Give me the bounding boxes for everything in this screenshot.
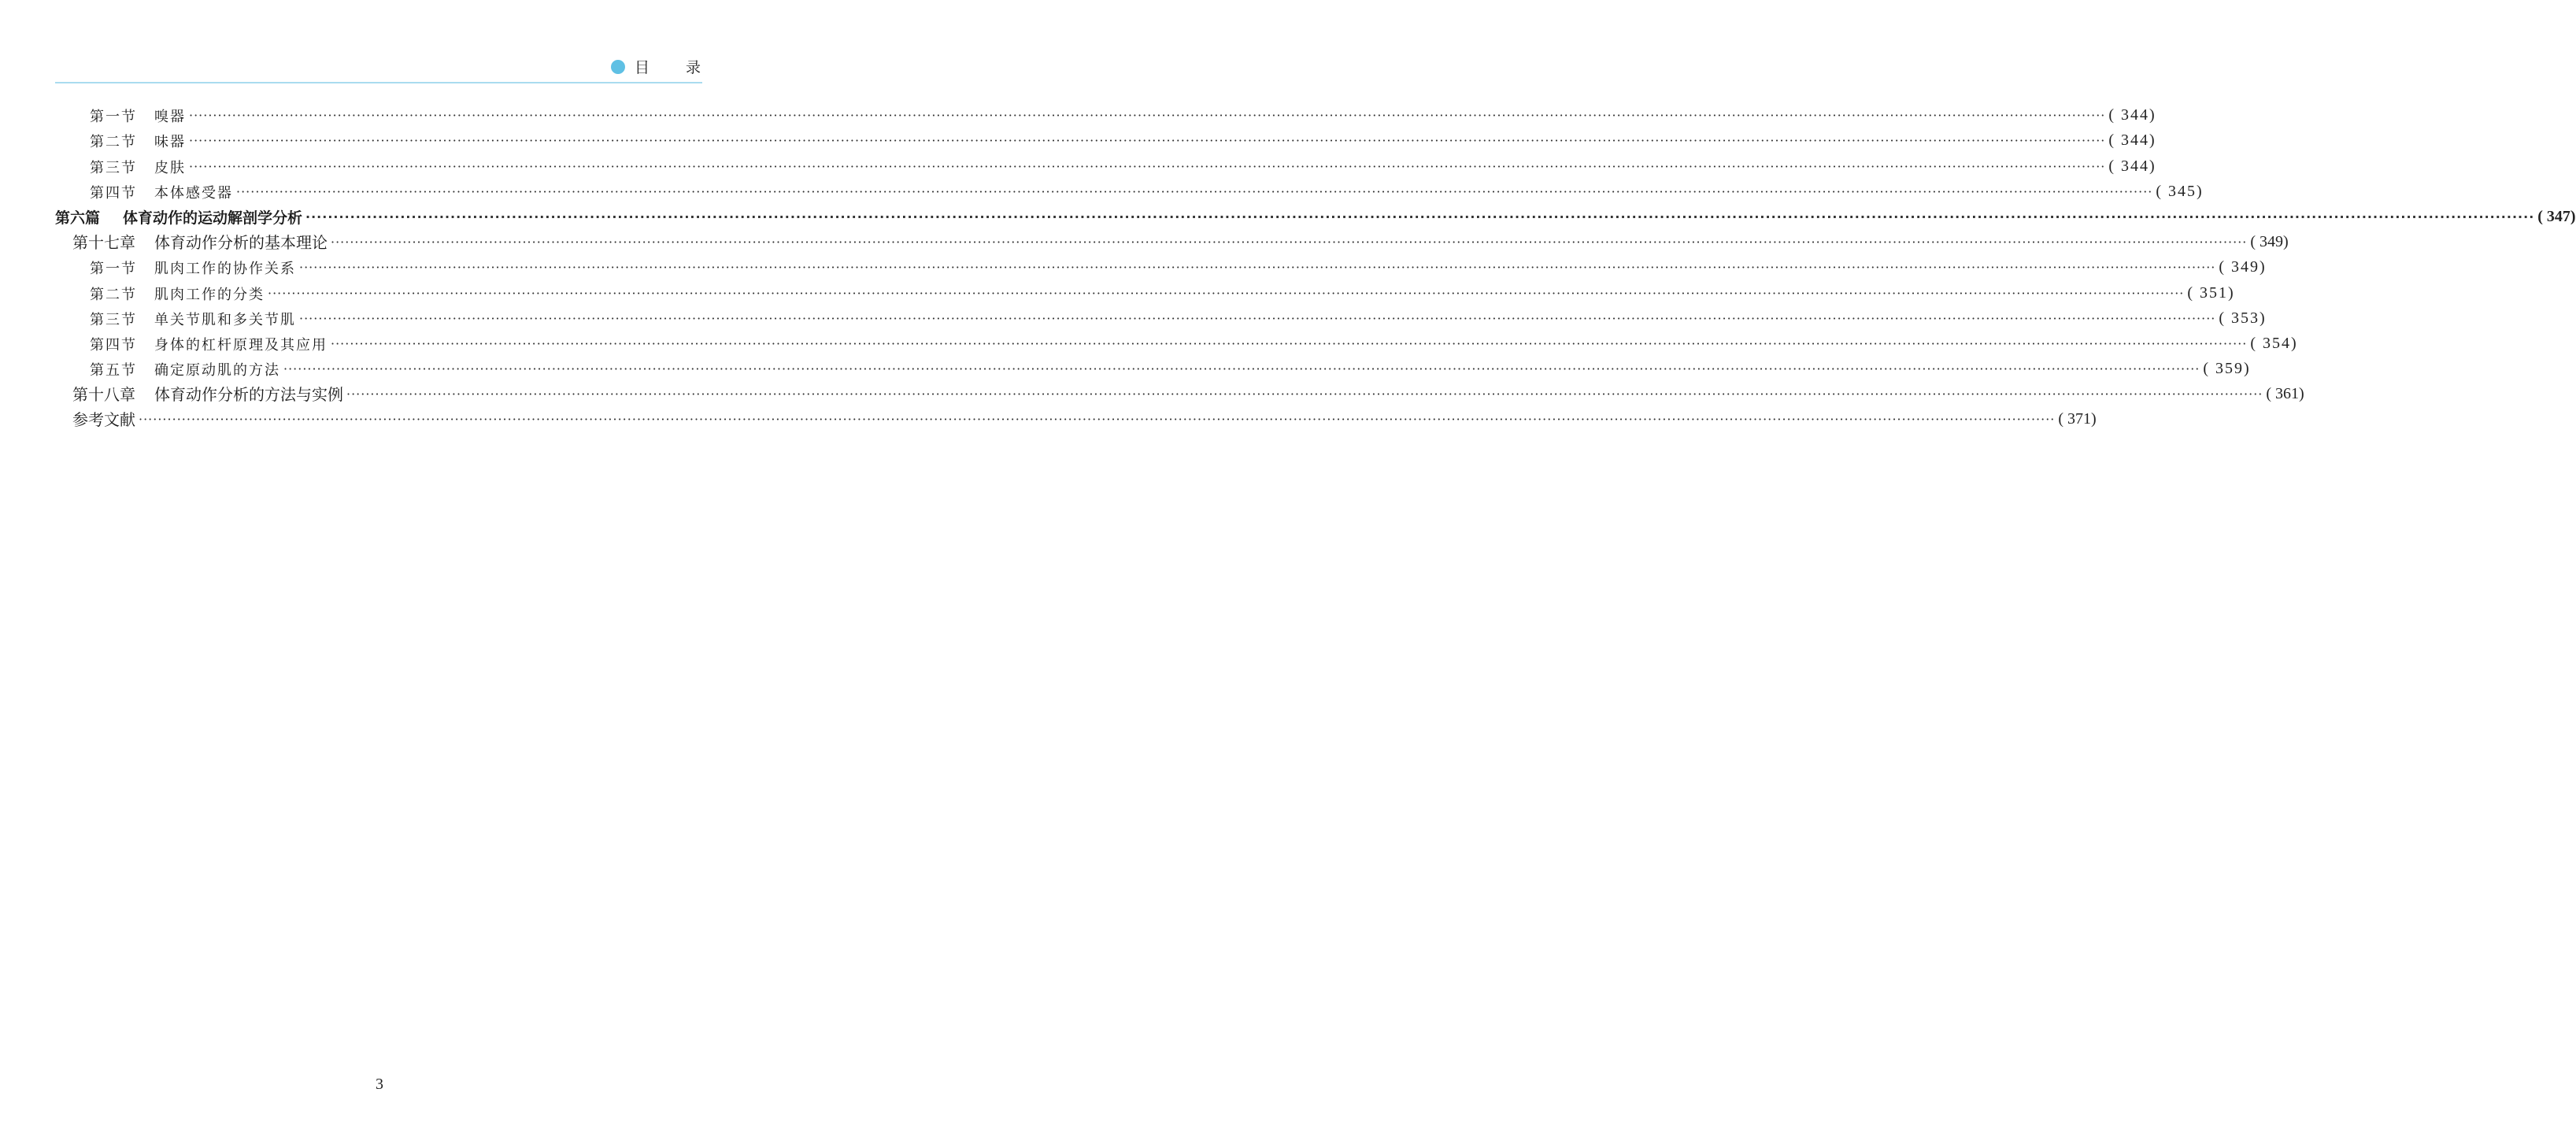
- toc-leader-dots: ················································································································································································································································································································································································································: [299, 310, 2216, 326]
- toc-entry-number: 第四节: [90, 336, 137, 354]
- toc-entry-title: 本体感受器: [154, 184, 233, 202]
- header-dot-icon: [611, 60, 625, 74]
- toc-entry-number: 第二节: [90, 134, 137, 151]
- toc-entry[interactable]: [55, 380, 2304, 405]
- toc-entry[interactable]: [55, 405, 2097, 430]
- toc-entry-title: 皮肤: [154, 159, 186, 176]
- toc-entry-title: 肌肉工作的分类: [154, 286, 265, 303]
- toc-entry-title: 参考文献: [72, 410, 135, 430]
- toc-entry-number: 第十七章: [72, 233, 135, 253]
- toc-leader-dots: ················································································································································································································································································································································································································: [189, 158, 2106, 174]
- table-of-contents: [55, 101, 2576, 430]
- toc-entry[interactable]: [55, 101, 2156, 126]
- toc-leader-dots: ················································································································································································································································································································································································································: [346, 387, 2263, 402]
- toc-entry-number: 第一节: [90, 261, 137, 278]
- toc-entry-page: ( 344): [2108, 106, 2156, 124]
- toc-entry-label: [90, 257, 296, 278]
- toc-entry[interactable]: [55, 354, 2251, 380]
- toc-leader-dots: ················································································································································································································································································································································································································: [268, 285, 2185, 301]
- toc-entry-title: 体育动作的运动解剖学分析: [123, 209, 303, 227]
- toc-entry-title: 体育动作分析的基本理论: [154, 233, 328, 253]
- toc-entry-label: [90, 359, 280, 380]
- toc-entry-number: 第三节: [90, 159, 137, 176]
- toc-entry-page: ( 353): [2219, 309, 2267, 327]
- toc-entry-page: ( 347): [2537, 207, 2576, 225]
- toc-entry-title: 肌肉工作的协作关系: [154, 261, 296, 278]
- toc-entry-page: ( 371): [2058, 410, 2097, 428]
- toc-entry-title: 确定原动肌的方法: [154, 362, 280, 380]
- toc-entry-page: ( 344): [2108, 157, 2156, 175]
- toc-entry-label: [55, 206, 302, 228]
- toc-entry-number: 第十八章: [72, 385, 135, 405]
- toc-entry-number: 第六篇: [55, 209, 101, 227]
- toc-entry-number: 第五节: [90, 362, 137, 380]
- page-number: 3: [376, 1076, 383, 1093]
- toc-entry-page: ( 359): [2203, 360, 2251, 378]
- toc-leader-dots: ················································································································································································································································································································································································································: [283, 361, 2200, 377]
- toc-entry-page: ( 345): [2156, 182, 2204, 200]
- toc-entry-label: [90, 157, 186, 177]
- toc-entry-page: ( 351): [2187, 283, 2235, 302]
- toc-entry-label: [72, 230, 328, 253]
- toc-entry[interactable]: [55, 177, 2204, 202]
- toc-entry-page: ( 354): [2250, 334, 2298, 352]
- toc-entry-page: ( 344): [2108, 131, 2156, 150]
- toc-entry[interactable]: [55, 253, 2267, 278]
- toc-entry[interactable]: [55, 329, 2298, 354]
- toc-entry-label: [90, 283, 265, 304]
- toc-entry-label: [90, 106, 186, 126]
- toc-entry[interactable]: [55, 278, 2235, 303]
- toc-leader-dots: ················································································································································································································································································································································································································: [189, 108, 2106, 124]
- toc-leader-dots: ················································································································································································································································································································································································································: [236, 183, 2153, 199]
- toc-entry-label: [90, 131, 186, 151]
- toc-entry-label: [90, 182, 233, 202]
- toc-entry-title: 味器: [154, 134, 186, 151]
- toc-leader-dots: ················································································································································································································································································································································································································: [189, 133, 2106, 149]
- toc-entry-title: 单关节肌和多关节肌: [154, 311, 296, 328]
- toc-entry-number: 第二节: [90, 286, 137, 303]
- toc-entry-number: 第三节: [90, 311, 137, 328]
- toc-entry-label: [72, 407, 135, 430]
- toc-entry-number: 第一节: [90, 109, 137, 126]
- toc-entry-page: ( 361): [2266, 385, 2304, 403]
- toc-leader-dots: ················································································································································································································································································································································································································: [305, 209, 2535, 224]
- toc-leader-dots: ················································································································································································································································································································································································································: [139, 412, 2056, 428]
- toc-entry[interactable]: [55, 151, 2156, 176]
- toc-entry[interactable]: [55, 228, 2289, 253]
- toc-entry-title: 身体的杠杆原理及其应用: [154, 336, 328, 354]
- toc-entry-title: 嗅器: [154, 109, 186, 126]
- page-header: [55, 54, 716, 83]
- toc-leader-dots: ················································································································································································································································································································································································································: [331, 335, 2248, 351]
- toc-entry-label: [72, 382, 343, 405]
- toc-leader-dots: ················································································································································································································································································································································································································: [299, 260, 2216, 276]
- toc-entry[interactable]: [55, 126, 2156, 151]
- toc-entry[interactable]: [55, 202, 2576, 228]
- toc-entry[interactable]: [55, 304, 2267, 329]
- header-title: 目 录: [634, 59, 716, 76]
- toc-entry-title: 体育动作分析的方法与实例: [154, 385, 343, 405]
- toc-entry-page: ( 349): [2250, 233, 2289, 251]
- toc-entry-number: 第四节: [90, 184, 137, 202]
- toc-leader-dots: ················································································································································································································································································································································································································: [331, 235, 2248, 250]
- toc-entry-label: [90, 309, 296, 329]
- toc-entry-page: ( 349): [2219, 258, 2267, 276]
- header-right: [611, 56, 716, 77]
- toc-entry-label: [90, 334, 328, 354]
